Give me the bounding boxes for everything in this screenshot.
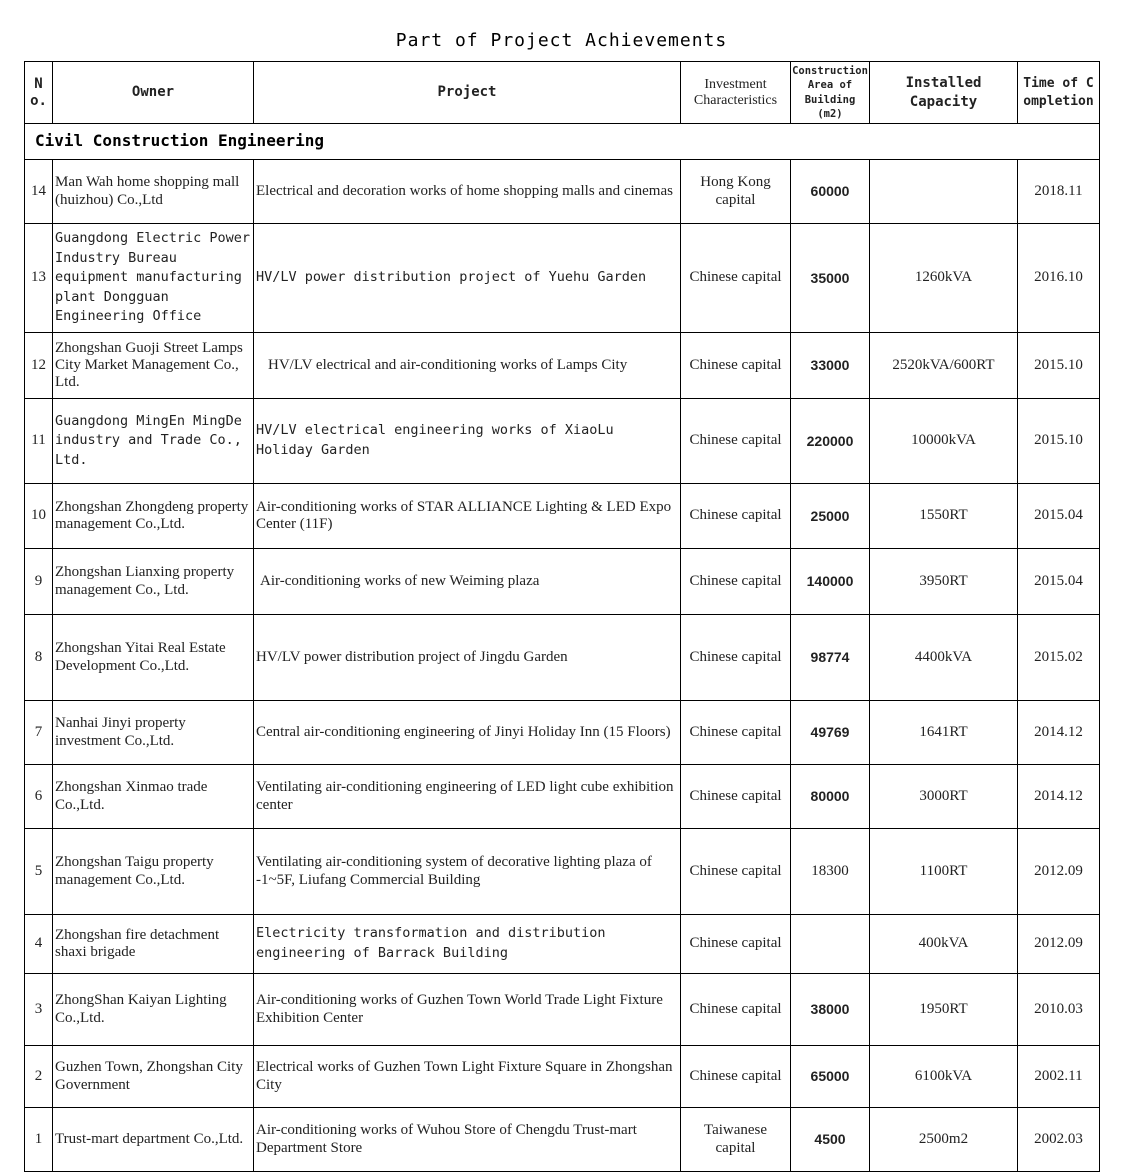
cell-time: 2014.12	[1018, 701, 1100, 765]
header-capacity: Installed Capacity	[870, 62, 1018, 124]
cell-no: 9	[25, 549, 53, 615]
cell-owner: Zhongshan Zhongdeng property management Co.,Ltd.	[53, 484, 254, 549]
cell-no: 13	[25, 224, 53, 333]
cell-capacity: 6100kVA	[870, 1046, 1018, 1108]
cell-owner: Nanhai Jinyi property investment Co.,Ltd.	[53, 701, 254, 765]
table-row	[25, 765, 1100, 829]
cell-no: 6	[25, 765, 53, 829]
cell-investment: Chinese capital	[681, 765, 791, 829]
table-row	[25, 829, 1100, 915]
cell-owner: Zhongshan Taigu property management Co.,Ltd.	[53, 829, 254, 915]
cell-owner: Zhongshan Xinmao trade Co.,Ltd.	[53, 765, 254, 829]
cell-investment: Taiwanese capital	[681, 1108, 791, 1172]
cell-owner: Zhongshan Lianxing property management Co., Ltd.	[53, 549, 254, 615]
cell-project: Electricity transformation and distribution engineering of Barrack Building	[254, 915, 681, 974]
cell-time: 2010.03	[1018, 974, 1100, 1046]
cell-project: Electrical and decoration works of home shopping malls and cinemas	[254, 160, 681, 224]
cell-owner: Zhongshan Guoji Street Lamps City Market Management Co., Ltd.	[53, 333, 254, 399]
cell-no: 7	[25, 701, 53, 765]
header-project: Project	[254, 62, 681, 124]
cell-area: 18300	[791, 829, 870, 915]
cell-project: HV/LV electrical engineering works of XiaoLu Holiday Garden	[254, 399, 681, 484]
cell-area: 60000	[791, 160, 870, 224]
table-row	[25, 974, 1100, 1046]
cell-owner: Zhongshan Yitai Real Estate Development Co.,Ltd.	[53, 615, 254, 701]
cell-capacity: 4400kVA	[870, 615, 1018, 701]
cell-owner: Zhongshan fire detachment shaxi brigade	[53, 915, 254, 974]
cell-time: 2015.10	[1018, 333, 1100, 399]
cell-time: 2014.12	[1018, 765, 1100, 829]
table-row	[25, 701, 1100, 765]
cell-investment: Chinese capital	[681, 399, 791, 484]
cell-project: HV/LV electrical and air-conditioning works of Lamps City	[254, 333, 681, 399]
cell-no: 1	[25, 1108, 53, 1172]
cell-investment: Chinese capital	[681, 549, 791, 615]
cell-area: 98774	[791, 615, 870, 701]
cell-owner: ZhongShan Kaiyan Lighting Co.,Ltd.	[53, 974, 254, 1046]
cell-no: 10	[25, 484, 53, 549]
header-owner: Owner	[53, 62, 254, 124]
cell-time: 2015.02	[1018, 615, 1100, 701]
cell-area: 38000	[791, 974, 870, 1046]
cell-time: 2015.10	[1018, 399, 1100, 484]
cell-investment: Chinese capital	[681, 1046, 791, 1108]
cell-time: 2002.11	[1018, 1046, 1100, 1108]
table-row	[25, 549, 1100, 615]
cell-area	[791, 915, 870, 974]
cell-area: 4500	[791, 1108, 870, 1172]
cell-no: 5	[25, 829, 53, 915]
cell-area: 33000	[791, 333, 870, 399]
achievements-table	[24, 61, 1100, 1172]
table-row	[25, 484, 1100, 549]
cell-area: 140000	[791, 549, 870, 615]
cell-time: 2018.11	[1018, 160, 1100, 224]
table-row	[25, 399, 1100, 484]
cell-time: 2012.09	[1018, 829, 1100, 915]
cell-investment: Chinese capital	[681, 915, 791, 974]
cell-area: 65000	[791, 1046, 870, 1108]
cell-area: 35000	[791, 224, 870, 333]
cell-area: 80000	[791, 765, 870, 829]
cell-investment: Chinese capital	[681, 333, 791, 399]
cell-capacity: 3950RT	[870, 549, 1018, 615]
cell-owner: Man Wah home shopping mall (huizhou) Co.,Ltd	[53, 160, 254, 224]
section-title: Civil Construction Engineering	[25, 124, 1100, 160]
cell-project: Air-conditioning works of STAR ALLIANCE Lighting & LED Expo Center (11F)	[254, 484, 681, 549]
cell-owner: Guzhen Town, Zhongshan City Government	[53, 1046, 254, 1108]
cell-project: Central air-conditioning engineering of Jinyi Holiday Inn (15 Floors)	[254, 701, 681, 765]
cell-project: Air-conditioning works of new Weiming plaza	[254, 549, 681, 615]
cell-capacity: 3000RT	[870, 765, 1018, 829]
cell-investment: Chinese capital	[681, 701, 791, 765]
cell-investment: Chinese capital	[681, 829, 791, 915]
table-row	[25, 615, 1100, 701]
cell-capacity: 1950RT	[870, 974, 1018, 1046]
cell-no: 3	[25, 974, 53, 1046]
cell-no: 12	[25, 333, 53, 399]
cell-capacity: 10000kVA	[870, 399, 1018, 484]
cell-investment: Chinese capital	[681, 224, 791, 333]
table-row	[25, 333, 1100, 399]
cell-investment: Chinese capital	[681, 974, 791, 1046]
cell-investment: Chinese capital	[681, 615, 791, 701]
cell-capacity	[870, 160, 1018, 224]
cell-capacity: 2520kVA/600RT	[870, 333, 1018, 399]
cell-area: 220000	[791, 399, 870, 484]
cell-capacity: 1641RT	[870, 701, 1018, 765]
page-title: Part of Project Achievements	[395, 30, 728, 51]
header-no: No.	[25, 62, 53, 124]
cell-investment: Hong Kong capital	[681, 160, 791, 224]
cell-time: 2016.10	[1018, 224, 1100, 333]
cell-owner: Guangdong MingEn MingDe industry and Trade Co., Ltd.	[53, 399, 254, 484]
header-area: Construction Area of Building (m2)	[791, 62, 870, 124]
cell-time: 2015.04	[1018, 484, 1100, 549]
cell-capacity: 400kVA	[870, 915, 1018, 974]
cell-time: 2015.04	[1018, 549, 1100, 615]
cell-time: 2012.09	[1018, 915, 1100, 974]
cell-project: Ventilating air-conditioning engineering of LED light cube exhibition center	[254, 765, 681, 829]
cell-project: Electrical works of Guzhen Town Light Fixture Square in Zhongshan City	[254, 1046, 681, 1108]
cell-owner: Guangdong Electric Power Industry Bureau equipment manufacturing plant Dongguan Engineering Office	[53, 224, 254, 333]
table-row	[25, 1108, 1100, 1172]
header-investment: Investment Characteristics	[681, 62, 791, 124]
table-row	[25, 915, 1100, 974]
cell-owner: Trust-mart department Co.,Ltd.	[53, 1108, 254, 1172]
cell-time: 2002.03	[1018, 1108, 1100, 1172]
cell-project: Air-conditioning works of Wuhou Store of Chengdu Trust-mart Department Store	[254, 1108, 681, 1172]
cell-area: 49769	[791, 701, 870, 765]
section-row	[25, 124, 1100, 160]
cell-capacity: 2500m2	[870, 1108, 1018, 1172]
cell-capacity: 1550RT	[870, 484, 1018, 549]
header-row	[25, 62, 1100, 124]
cell-no: 4	[25, 915, 53, 974]
cell-area: 25000	[791, 484, 870, 549]
header-time: Time of Completion	[1018, 62, 1100, 124]
cell-no: 8	[25, 615, 53, 701]
cell-project: Ventilating air-conditioning system of decorative lighting plaza of -1~5F, Liufang Commercial Building	[254, 829, 681, 915]
cell-project: HV/LV power distribution project of Yuehu Garden	[254, 224, 681, 333]
cell-no: 2	[25, 1046, 53, 1108]
table-row	[25, 160, 1100, 224]
cell-capacity: 1260kVA	[870, 224, 1018, 333]
cell-capacity: 1100RT	[870, 829, 1018, 915]
cell-project: HV/LV power distribution project of Jingdu Garden	[254, 615, 681, 701]
cell-project: Air-conditioning works of Guzhen Town World Trade Light Fixture Exhibition Center	[254, 974, 681, 1046]
cell-no: 11	[25, 399, 53, 484]
table-row	[25, 1046, 1100, 1108]
cell-investment: Chinese capital	[681, 484, 791, 549]
table-row	[25, 224, 1100, 333]
cell-no: 14	[25, 160, 53, 224]
